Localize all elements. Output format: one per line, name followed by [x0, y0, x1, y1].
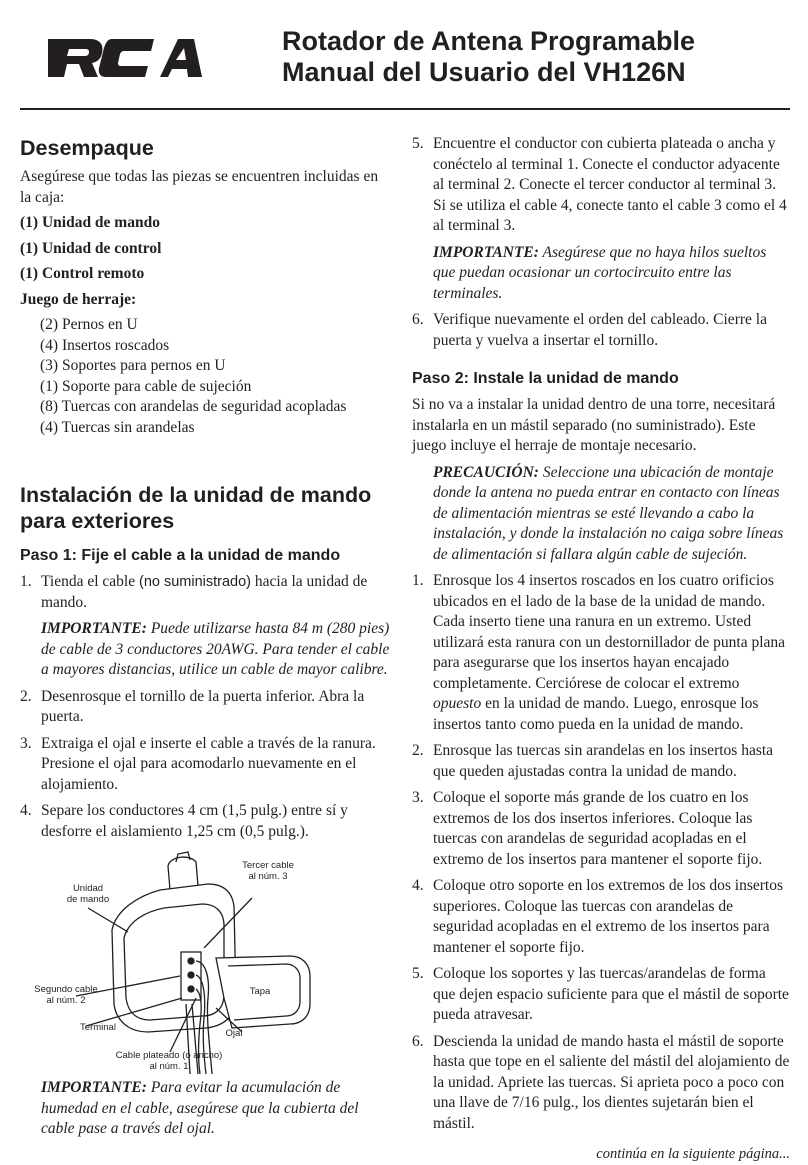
install-heading: Instalación de la unidad de mando para exteriores: [20, 483, 372, 533]
step1-item-5: 5. Encuentre el conductor con cubierta plateada o ancha y conéctelo al terminal 1. Conecte el conductor adyacente al terminal 2. Conecte el tercer conductor al terminal 3. Si se utiliza el cable 4, conecte tanto el cable 3 como el 4 al terminal 3.: [412, 135, 787, 234]
label-tapa: Tapa: [249, 986, 271, 997]
document-title: [282, 26, 782, 88]
step1-item-4: 4. Separe los conductores 4 cm (1,5 pulg.) entre sí y desforre el aislamiento 1,25 cm (0,5 pulg.).: [20, 802, 348, 840]
step2-item-3: 3. Coloque el soporte más grande de los cuatro en los extremos de los dos insertos inferiores. Coloque las tuercas con arandelas de seguridad acopladas en el extremo de los insertos para mantener el soporte fijo.: [412, 789, 763, 868]
label-segundo-cable: Segundo cable al núm. 2: [34, 984, 98, 1006]
wiring-diagram: [20, 848, 392, 1076]
step1-item-1: 1. Tienda el cable (no suministrado) hacia la unidad de mando.: [20, 573, 368, 611]
header-divider: [20, 108, 790, 110]
left-column: [20, 130, 392, 1140]
hardware-item: (3) Soportes para pernos en U: [40, 357, 226, 374]
right-column: [412, 134, 790, 1165]
step1-item-2: 2. Desenrosque el tornillo de la puerta inferior. Abra la puerta.: [20, 687, 365, 725]
hardware-item: (1) Soporte para cable de sujeción: [40, 377, 252, 395]
hardware-item: (8) Tuercas con arandelas de seguridad acopladas: [40, 398, 347, 415]
unpack-item: (1) Unidad de control: [20, 239, 162, 257]
label-cable-plateado: Cable plateado (o ancho) al núm. 1: [115, 1050, 223, 1072]
important-note-short-circuit: IMPORTANTE: Asegúrese que no haya hilos sueltos que puedan ocasionar un cortocircuito entre las terminales.: [433, 243, 767, 302]
step2-item-2: 2. Enrosque las tuercas sin arandelas en los insertos hasta que queden ajustadas contra la unidad de mando.: [412, 742, 774, 780]
step2-item-1: 1. Enrosque los 4 insertos roscados en los cuatro orificios ubicados en el lado de la base de la unidad de mando. Cada inserto tiene una ranura en un extremo. Usted utilizará esta ranura con un destornillador de punta plana para asegurarse que los insertos hayan encajado completamente. Cerciórese de colocar el extremo opuesto en la unidad de mando. Luego, enrosque los insertos tanto como pueda en la unidad de mando.: [412, 572, 786, 733]
label-ojal: Ojal: [225, 1028, 243, 1039]
title-line-2: Manual del Usuario del VH126N: [282, 57, 686, 87]
step2-intro: Si no va a instalar la unidad dentro de una torre, necesitará instalarla en un mástil separado (no suministrado). Este juego incluye el herraje de montaje necesario.: [412, 396, 776, 454]
rca-logo: [42, 33, 208, 83]
continues-next-page: continúa en la siguiente página...: [596, 1146, 790, 1162]
hardware-item: (4) Insertos roscados: [40, 336, 170, 354]
step1-heading: Paso 1: Fije el cable a la unidad de mando: [20, 547, 341, 564]
step1-item-3: 3. Extraiga el ojal e inserte el cable a través de la ranura. Presione el ojal para acomodarlo nuevamente en el alojamiento.: [20, 734, 376, 793]
hardware-heading: Juego de herraje:: [20, 290, 137, 308]
label-tercer-cable: Tercer cable al núm. 3: [242, 860, 294, 882]
step1-item-6: 6. Verifique nuevamente el orden del cableado. Cierre la puerta y vuelva a insertar el tornillo.: [412, 311, 767, 349]
hardware-item: (4) Tuercas sin arandelas: [40, 418, 195, 436]
step2-item-5: 5. Coloque los soportes y las tuercas/arandelas de forma que dejen espacio suficiente para que el mástil de soporte pueda atravesar.: [412, 965, 789, 1023]
label-unidad-de-mando: Unidad de mando: [66, 883, 110, 905]
title-line-1: Rotador de Antena Programable: [282, 26, 696, 56]
important-note-grommet: IMPORTANTE: Para evitar la acumulación de humedad en el cable, asegúrese que la cubierta del cable pase a través del ojal.: [41, 1079, 359, 1137]
hardware-item: (2) Pernos en U: [40, 316, 138, 333]
unpack-item: (1) Unidad de mando: [20, 214, 160, 231]
caution-note: PRECAUCIÓN: Seleccione una ubicación de montaje donde la antena no pueda entrar en contacto con líneas de alimentación mientras se esté llevando a cabo la instalación, y donde la instalación no caiga sobre líneas de alimentación si fallara algún cable de sujeción.: [433, 463, 784, 563]
hardware-list: [20, 315, 392, 438]
step2-heading: Paso 2: Instale la unidad de mando: [412, 370, 679, 387]
step2-item-4: 4. Coloque otro soporte en los extremos de los dos insertos superiores. Coloque las tuercas con arandelas de seguridad acopladas en el extremo de los insertos para mantener el soporte fijo.: [412, 877, 783, 956]
step2-item-6: 6. Descienda la unidad de mando hasta el mástil de soporte hasta que tope en el saliente del mástil del alojamiento de la unidad. Apriete las tuercas. Si aprieta poco a poco con una llave de 7/16 pulg., los dientes sujetarán bien el mástil.: [412, 1032, 790, 1132]
unpack-intro: Asegúrese que todas las piezas se encuentren incluidas en la caja:: [20, 168, 379, 206]
important-note-cable-length: IMPORTANTE: Puede utilizarse hasta 84 m (280 pies) de cable de 3 conductores 20AWG. Para tender el cable a mayores distancias, utilice un cable de mayor calibre.: [41, 620, 390, 678]
unpack-heading: Desempaque: [20, 136, 154, 160]
unpack-item: (1) Control remoto: [20, 265, 145, 282]
label-terminal: Terminal: [80, 1022, 116, 1033]
